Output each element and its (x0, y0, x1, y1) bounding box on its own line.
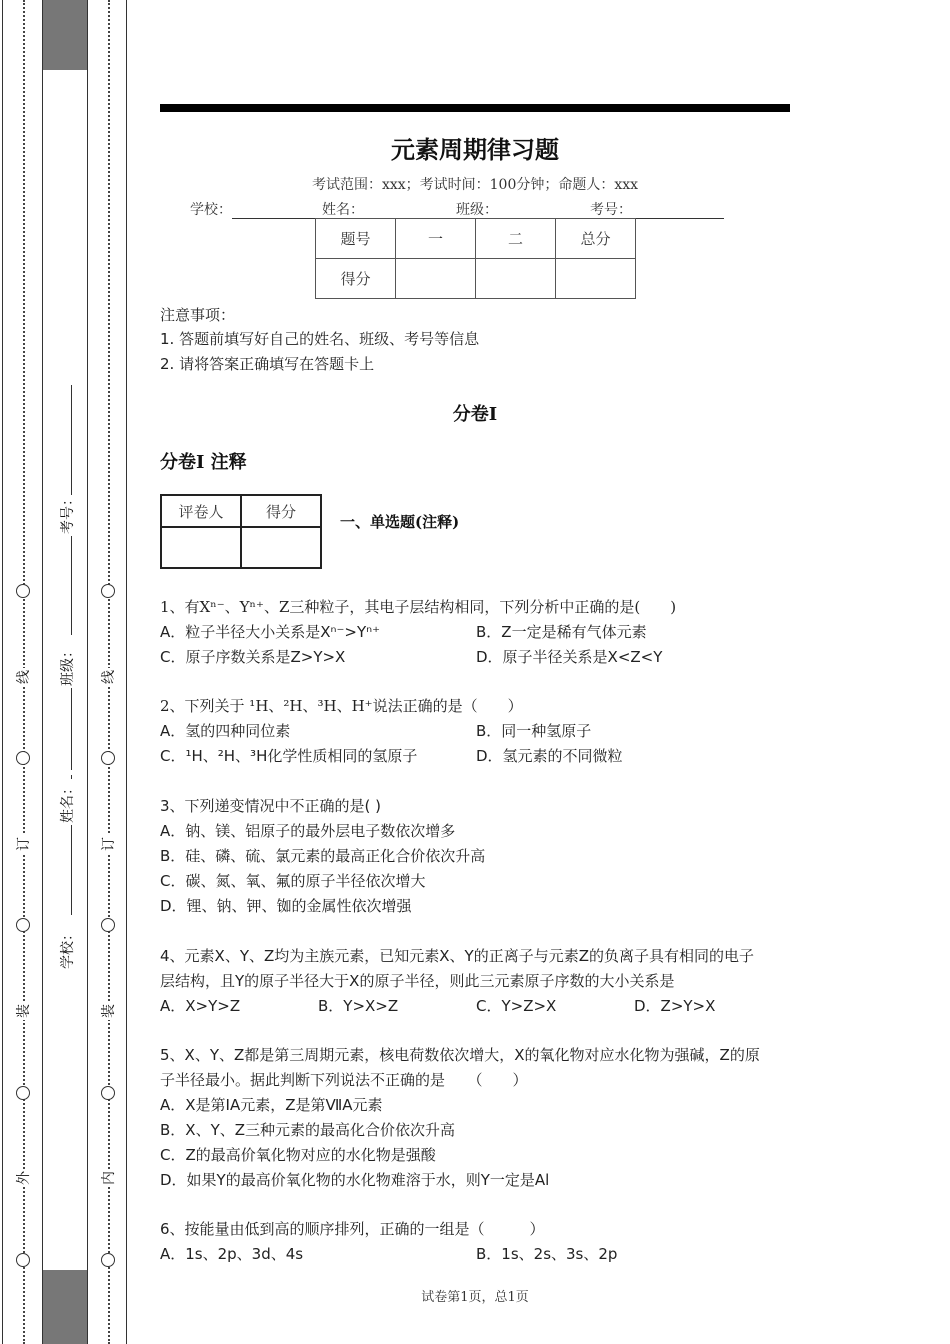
binding-circle (16, 1253, 30, 1267)
score-cell[interactable] (241, 527, 321, 568)
option-c[interactable]: C．Y>Z>X (476, 997, 557, 1015)
option-b[interactable]: B．同一种氢原子 (476, 722, 592, 740)
option-b[interactable]: B．Z一定是稀有气体元素 (476, 623, 647, 641)
option-d[interactable]: D．如果Y的最高价氧化物的水化物难溶于水，则Y一定是Al (160, 1171, 550, 1189)
option-b[interactable]: B．X、Y、Z三种元素的最高化合价依次升高 (160, 1121, 456, 1139)
table-cell: 总分 (556, 219, 636, 259)
option-c[interactable]: C．碳、氮、氧、氟的原子半径依次增大 (160, 872, 426, 890)
score-table (315, 218, 636, 299)
inner-char-ding: 订 (98, 835, 118, 853)
strip-name-label: 姓名： (57, 779, 77, 825)
binding-circle (101, 751, 115, 765)
strip-class-underline[interactable] (71, 530, 72, 635)
exam-no-field[interactable] (632, 204, 724, 219)
binding-circle (101, 584, 115, 598)
question-stem: 3、下列递变情况中不正确的是( ) (160, 797, 382, 815)
option-b[interactable]: B．Y>X>Z (318, 997, 399, 1015)
outer-char-xian: 线 (13, 668, 33, 686)
binding-circle (101, 1086, 115, 1100)
table-cell: 得分 (316, 259, 396, 299)
reviewer-cell[interactable] (161, 527, 241, 568)
section-title: 分卷I (452, 404, 498, 425)
option-c[interactable]: C．Z的最高价氧化物对应的水化物是强酸 (160, 1146, 436, 1164)
notice-item: 2. 请将答案正确填写在答题卡上 (160, 355, 375, 373)
reviewer-header: 评卷人 (161, 495, 241, 527)
inner-char-zhuang: 装 (98, 1002, 118, 1020)
question-stem: 5、X、Y、Z都是第三周期元素，核电荷数依次增大，X的氧化物对应水化物为强碱，Z的原 (160, 1046, 760, 1064)
school-label: 学校： (190, 202, 232, 218)
question-type: 一、单选题(注释) (340, 513, 460, 531)
table-row (161, 495, 321, 527)
notice-title: 注意事项： (160, 306, 236, 324)
option-c[interactable]: C．¹H、²H、³H化学性质相同的氢原子 (160, 747, 418, 765)
name-label: 姓名： (322, 202, 364, 218)
class-field[interactable] (498, 204, 590, 219)
school-field[interactable] (232, 204, 322, 219)
option-a[interactable]: A．粒子半径大小关系是Xⁿ⁻>Yⁿ⁺ (160, 623, 381, 641)
outer-char-ding: 订 (13, 835, 33, 853)
question-stem: 2、下列关于 ¹H、²H、³H、H⁺说法正确的是（ ） (160, 697, 523, 715)
exam-no-label: 考号： (590, 202, 632, 218)
outer-char-zhuang: 装 (13, 1002, 33, 1020)
outer-char-wai: 外 (13, 1169, 33, 1187)
binding-margin (0, 0, 130, 1344)
option-d[interactable]: D．Z>Y>X (634, 997, 716, 1015)
strip-band-top (43, 0, 87, 70)
option-d[interactable]: D．氢元素的不同微粒 (476, 747, 623, 765)
inner-char-nei: 内 (98, 1169, 118, 1187)
option-d[interactable]: D．锂、钠、钾、铷的金属性依次增强 (160, 897, 412, 915)
table-row (161, 527, 321, 568)
question-stem: 层结构，且Y的原子半径大于X的原子半径，则此三元素原子序数的大小关系是 (160, 972, 675, 990)
option-a[interactable]: A．X是第ⅠA元素，Z是第ⅦA元素 (160, 1096, 383, 1114)
margin-line-left (2, 0, 3, 1344)
strip-name-underline[interactable] (71, 680, 72, 770)
option-d[interactable]: D．原子半径关系是X<Z<Y (476, 648, 663, 666)
strip-id-label: 考号： (57, 490, 77, 536)
score-header: 得分 (241, 495, 321, 527)
score-cell[interactable] (476, 259, 556, 299)
class-label: 班级： (456, 202, 498, 218)
option-b[interactable]: B．硅、磷、硫、氯元素的最高正化合价依次升高 (160, 847, 486, 865)
question-stem: 1、有Xⁿ⁻、Yⁿ⁺、Z三种粒子，其电子层结构相同，下列分析中正确的是( ) (160, 598, 677, 616)
option-c[interactable]: C．原子序数关系是Z>Y>X (160, 648, 346, 666)
student-info-line (190, 199, 724, 219)
table-row (316, 259, 636, 299)
option-a[interactable]: A．钠、镁、铝原子的最外层电子数依次增多 (160, 822, 456, 840)
exam-info: 考试范围：xxx；考试时间：100分钟；命题人：xxx (311, 177, 639, 193)
binding-circle (16, 751, 30, 765)
reviewer-table (160, 494, 322, 569)
table-cell: 题号 (316, 219, 396, 259)
question-stem: 4、元素X、Y、Z均为主族元素，已知元素X、Y的正离子与元素Z的负离子具有相同的电子 (160, 947, 754, 965)
notice-item: 1. 答题前填写好自己的姓名、班级、考号等信息 (160, 330, 480, 348)
table-row (316, 219, 636, 259)
inner-char-xian: 线 (98, 668, 118, 686)
option-b[interactable]: B．1s、2s、3s、2p (476, 1245, 618, 1263)
table-cell: 一 (396, 219, 476, 259)
score-cell[interactable] (396, 259, 476, 299)
binding-circle (16, 918, 30, 932)
strip-id-underline[interactable] (71, 385, 72, 495)
page-footer: 试卷第1页，总1页 (421, 1290, 529, 1305)
header-bar (160, 104, 790, 112)
binding-circle (16, 1086, 30, 1100)
binding-circle (101, 918, 115, 932)
option-a[interactable]: A．氢的四种同位素 (160, 722, 291, 740)
strip-class-label: 班级： (57, 642, 77, 688)
margin-line-right (126, 0, 127, 1344)
score-cell[interactable] (556, 259, 636, 299)
page-title: 元素周期律习题 (391, 135, 559, 164)
binding-circle (16, 584, 30, 598)
strip-school-label: 学校： (57, 925, 77, 971)
binding-circle (101, 1253, 115, 1267)
table-cell: 二 (476, 219, 556, 259)
option-a[interactable]: A．X>Y>Z (160, 997, 241, 1015)
name-field[interactable] (364, 204, 456, 219)
strip-band-bottom (43, 1270, 87, 1344)
question-stem: 6、按能量由低到高的顺序排列，正确的一组是（ ） (160, 1220, 545, 1238)
option-a[interactable]: A．1s、2p、3d、4s (160, 1245, 304, 1263)
section-subtitle: 分卷I 注释 (160, 452, 247, 473)
question-stem: 子半径最小。据此判断下列说法不正确的是 （ ） (160, 1071, 528, 1089)
